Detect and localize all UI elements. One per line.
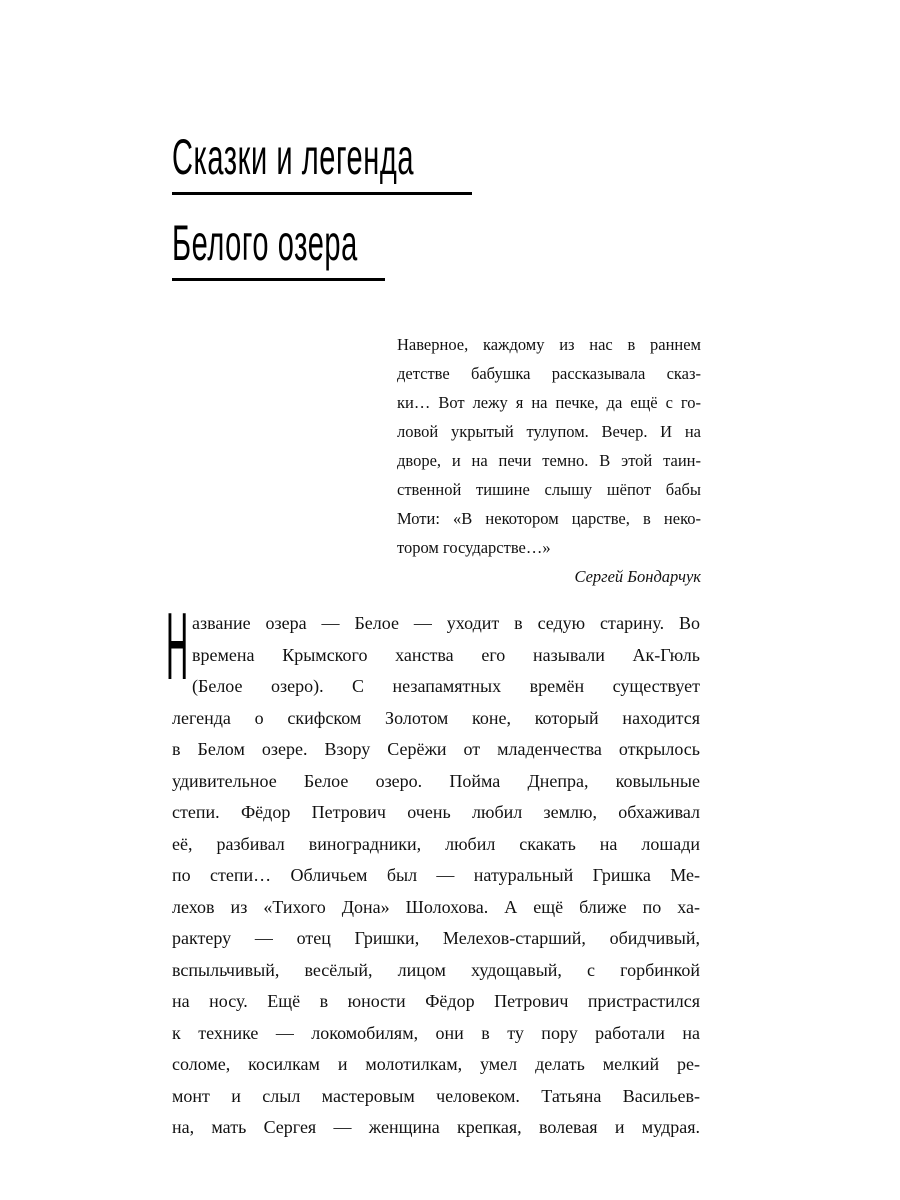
epigraph-line: детстве бабушка рассказывала сказ- xyxy=(397,364,701,383)
epigraph-line: ственной тишине слышу шёпот бабы xyxy=(397,480,701,499)
epigraph-line: Моти: «В некотором царстве, в неко- xyxy=(397,509,701,528)
epigraph-line: Наверное, каждому из нас в раннем xyxy=(397,335,701,354)
body-line: соломе, косилкам и молотилкам, умел делать мелкий ре- xyxy=(172,1054,700,1074)
body-line: лехов из «Тихого Дона» Шолохова. А ещё ближе по ха- xyxy=(172,896,700,917)
body-line: времена Крымского ханства его называли Ак-Гюль xyxy=(192,644,700,665)
body-line: в Белом озере. Взору Серёжи от младенчества открылось xyxy=(172,739,700,759)
body-line: к технике — локомобилям, они в ту пору работали на xyxy=(172,1022,700,1043)
body-line: по степи… Обличьем был — натуральный Гришка Ме- xyxy=(172,865,700,885)
drop-cap-letter: Н xyxy=(166,593,189,700)
body-line: (Белое озеро). С незапамятных времён существует xyxy=(192,676,700,696)
body-line: степи. Фёдор Петрович очень любил землю, обхаживал xyxy=(172,802,700,822)
epigraph-line: ки… Вот лежу я на печке, да ещё с го- xyxy=(397,393,701,412)
epigraph-line: тором государстве…» xyxy=(397,538,551,557)
body-line: её, разбивал виноградники, любил скакать на лошади xyxy=(172,833,700,854)
title-underline-2 xyxy=(172,278,385,281)
epigraph-line: ловой укрытый тулупом. Вечер. И на xyxy=(397,422,701,441)
chapter-title-line-2: Белого озера xyxy=(172,215,358,271)
body-line: легенда о скифском Золотом коне, который находится xyxy=(172,707,700,728)
epigraph-line: дворе, и на печи темно. В этой таин- xyxy=(397,451,701,470)
body-line: удивительное Белое озеро. Пойма Днепра, ковыльные xyxy=(172,770,700,791)
body-line: на, мать Сергея — женщина крепкая, волевая и мудрая. xyxy=(172,1117,700,1137)
epigraph xyxy=(397,330,701,591)
body-line: азвание озера — Белое — уходит в седую старину. Во xyxy=(192,613,700,633)
body-paragraph xyxy=(172,608,700,1144)
body-line: рактеру — отец Гришки, Мелехов-старший, обидчивый, xyxy=(172,928,700,948)
epigraph-author: Сергей Бондарчук xyxy=(574,567,701,586)
title-underline-1 xyxy=(172,192,472,195)
body-line: монт и слыл мастеровым человеком. Татьяна Васильев- xyxy=(172,1085,700,1106)
body-line: вспыльчивый, весёлый, лицом худощавый, с горбинкой xyxy=(172,959,700,980)
chapter-title-line-1: Сказки и легенда xyxy=(172,129,415,185)
body-line: на носу. Ещё в юности Фёдор Петрович пристрастился xyxy=(172,991,700,1011)
